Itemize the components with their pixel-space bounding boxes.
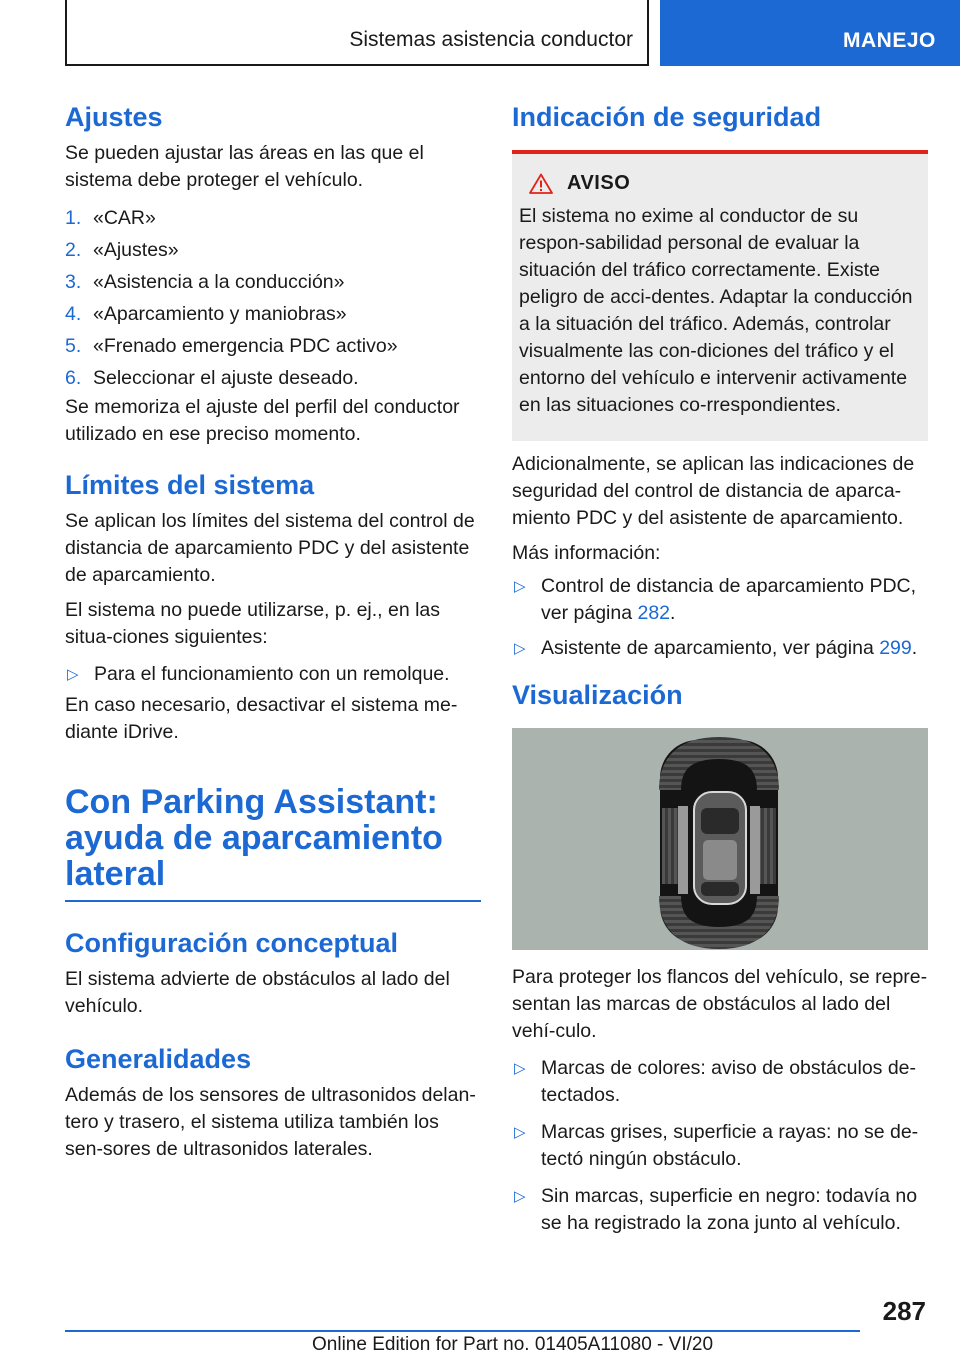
list-item	[512, 635, 928, 662]
ajustes-intro: Se pueden ajustar las áreas en las que el sistema debe proteger el vehículo.	[65, 142, 424, 191]
seguridad-heading: Indicación de seguridad	[512, 102, 822, 132]
generalidades-text: Además de los sensores de ultrasonidos delan‐tero y trasero, el sistema utiliza también los sen‐sores de ultrasonidos laterales.	[65, 1084, 476, 1160]
bullet-triangle-icon: ▷	[514, 578, 526, 595]
left-column	[65, 100, 481, 1163]
warning-text: El sistema no exime al conductor de su respon‐sabilidad personal de evaluar la situación del tráfico correctamente. Existe peligro de acci‐dentes. Adaptar la conducción a la situación del tráfico. Además, controlar visualmente las con‐diciones del tráfico y el entorno del vehículo e intervenir activamente en las situaciones co‐rrespondientes.	[519, 205, 913, 416]
list-item	[65, 202, 481, 234]
reference-text	[541, 635, 928, 662]
list-item	[512, 1055, 928, 1109]
visualizacion-text: Para proteger los flancos del vehículo, se repre‐sentan las marcas de obstáculos al lado del vehí‐culo.	[512, 966, 928, 1042]
chapter-title: Con Parking Assistant: ayuda de aparcamiento lateral	[65, 784, 481, 902]
list-item	[512, 1119, 928, 1173]
list-item	[65, 234, 481, 266]
step-text: «Aparcamiento y maniobras»	[93, 303, 347, 325]
reference-tail: .	[911, 637, 918, 659]
parking-assistant-illustration	[512, 728, 928, 950]
step-number: 6.	[65, 367, 82, 389]
reference-label: Control de distancia de aparcamiento PDC, ver página	[541, 575, 917, 624]
mas-informacion: Más información:	[512, 542, 661, 564]
footer-divider	[65, 1330, 860, 1332]
config-text: El sistema advierte de obstáculos al lado del vehículo.	[65, 968, 450, 1017]
list-item	[65, 330, 481, 362]
bullet-triangle-icon: ▷	[514, 640, 526, 657]
header-tab[interactable]	[660, 0, 960, 66]
step-number: 3.	[65, 271, 82, 293]
page-number: 287	[882, 1296, 926, 1326]
limites-heading: Límites del sistema	[65, 470, 315, 500]
step-number: 4.	[65, 303, 82, 325]
warning-box	[512, 150, 928, 441]
reference-text	[541, 573, 928, 627]
footer-edition: Online Edition for Part no. 01405A11080 - VI/20	[312, 1334, 714, 1355]
warning-icon	[529, 173, 553, 194]
step-text: «CAR»	[93, 207, 156, 229]
ajustes-heading: Ajustes	[65, 102, 163, 132]
header-tab-label: MANEJO	[843, 29, 936, 52]
right-column	[512, 100, 928, 1245]
ajustes-after: Se memoriza el ajuste del perfil del conductor utilizado en ese preciso momento.	[65, 396, 460, 445]
step-number: 5.	[65, 335, 82, 357]
page-link-282[interactable]: 282	[637, 602, 671, 624]
step-number: 2.	[65, 239, 82, 261]
bullet-text: Marcas grises, superficie a rayas: no se de‐tectó ningún obstáculo.	[541, 1121, 919, 1170]
limites-bullet-list	[65, 661, 481, 688]
limites-paragraph-3: En caso necesario, desactivar el sistema me‐diante iDrive.	[65, 694, 458, 743]
list-item	[512, 1183, 928, 1237]
list-item	[512, 573, 928, 627]
step-number: 1.	[65, 207, 82, 229]
step-text: «Ajustes»	[93, 239, 179, 261]
warning-header	[529, 172, 920, 195]
list-item	[65, 362, 481, 394]
reference-label: Asistente de aparcamiento, ver página	[541, 637, 880, 659]
seguridad-paragraph: Adicionalmente, se aplican las indicaciones de seguridad del control de distancia de aparca‐miento PDC y del asistente de aparcamiento.	[512, 453, 915, 529]
config-heading: Configuración conceptual	[65, 928, 399, 958]
reference-tail: .	[670, 602, 676, 624]
header-section-title: Sistemas asistencia conductor	[349, 28, 633, 51]
visualizacion-bullet-list	[512, 1055, 928, 1237]
visualizacion-heading: Visualización	[512, 680, 683, 710]
bullet-triangle-icon: ▷	[514, 1188, 526, 1205]
step-text: «Frenado emergencia PDC activo»	[93, 335, 398, 357]
list-item	[65, 661, 481, 688]
bullet-text: Sin marcas, superficie en negro: todavía no se ha registrado la zona junto al vehículo.	[541, 1185, 918, 1234]
limites-paragraph-1: Se aplican los límites del sistema del control de distancia de aparcamiento PDC y del asistente de aparcamiento.	[65, 510, 475, 586]
references-list	[512, 573, 928, 662]
bullet-triangle-icon: ▷	[514, 1060, 526, 1077]
generalidades-heading: Generalidades	[65, 1044, 252, 1074]
bullet-triangle-icon: ▷	[67, 666, 79, 683]
limites-paragraph-2: El sistema no puede utilizarse, p. ej., en las situa‐ciones siguientes:	[65, 599, 441, 648]
warning-label: AVISO	[567, 172, 631, 194]
bullet-text: Para el funcionamiento con un remolque.	[94, 663, 450, 685]
bullet-triangle-icon: ▷	[514, 1124, 526, 1141]
parking-display-image	[512, 728, 928, 950]
step-text: Seleccionar el ajuste deseado.	[93, 367, 359, 389]
list-item	[65, 266, 481, 298]
header-section-box	[65, 0, 649, 66]
bullet-text: Marcas de colores: aviso de obstáculos de‐tectados.	[541, 1057, 917, 1106]
ajustes-steps-list	[65, 202, 481, 394]
step-text: «Asistencia a la conducción»	[93, 271, 345, 293]
list-item	[65, 298, 481, 330]
page-link-299[interactable]: 299	[879, 637, 912, 659]
